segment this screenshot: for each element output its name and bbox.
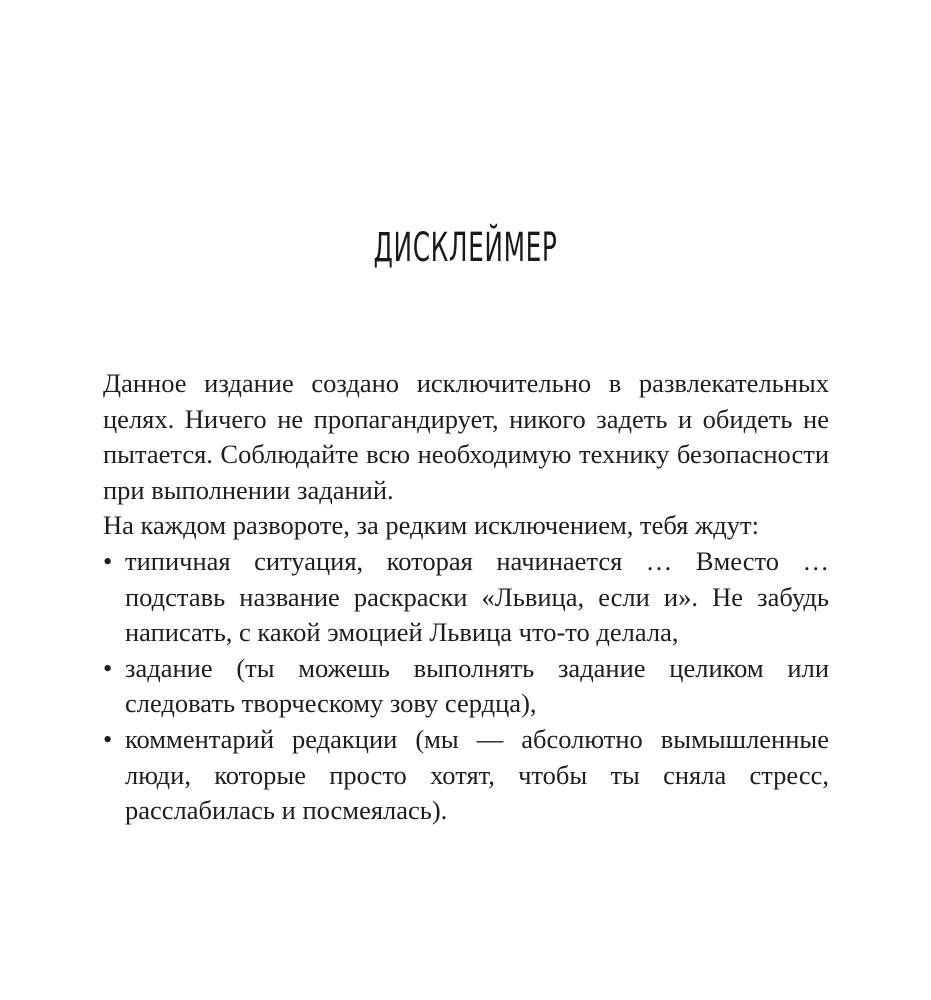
bullet-icon: • — [103, 652, 113, 683]
list-item-text: задание (ты можешь выполнять задание целиком или следовать творческому зову сердца), — [125, 652, 829, 719]
intro-paragraph: На каждом развороте, за редким исключением, тебя ждут: — [103, 510, 759, 541]
body-text — [103, 366, 829, 829]
list-item — [103, 722, 829, 829]
list-item-text: комментарий редакции (мы — абсолютно вымышленные люди, которые просто хотят, чтобы ты сняла стресс, расслабилась и посмеялась). — [125, 723, 829, 826]
page-title: ДИСКЛЕЙМЕР — [373, 225, 558, 271]
list-item-text: типичная ситуация, которая начинается … Вместо … подставь название раскраски «Львица, если и». Не забудь написать, с какой эмоцией Львица что-то делала, — [125, 545, 829, 648]
disclaimer-paragraph: Данное издание создано исключительно в развлекательных целях. Ничего не пропагандирует, никого задеть и обидеть не пытается. Соблюдайте всю необходимую технику безопасности при выполнении заданий. — [103, 368, 829, 505]
list-item — [103, 651, 829, 722]
bullet-icon: • — [103, 723, 113, 754]
list-item — [103, 544, 829, 651]
bullet-list — [103, 544, 829, 829]
bullet-icon: • — [103, 545, 113, 576]
